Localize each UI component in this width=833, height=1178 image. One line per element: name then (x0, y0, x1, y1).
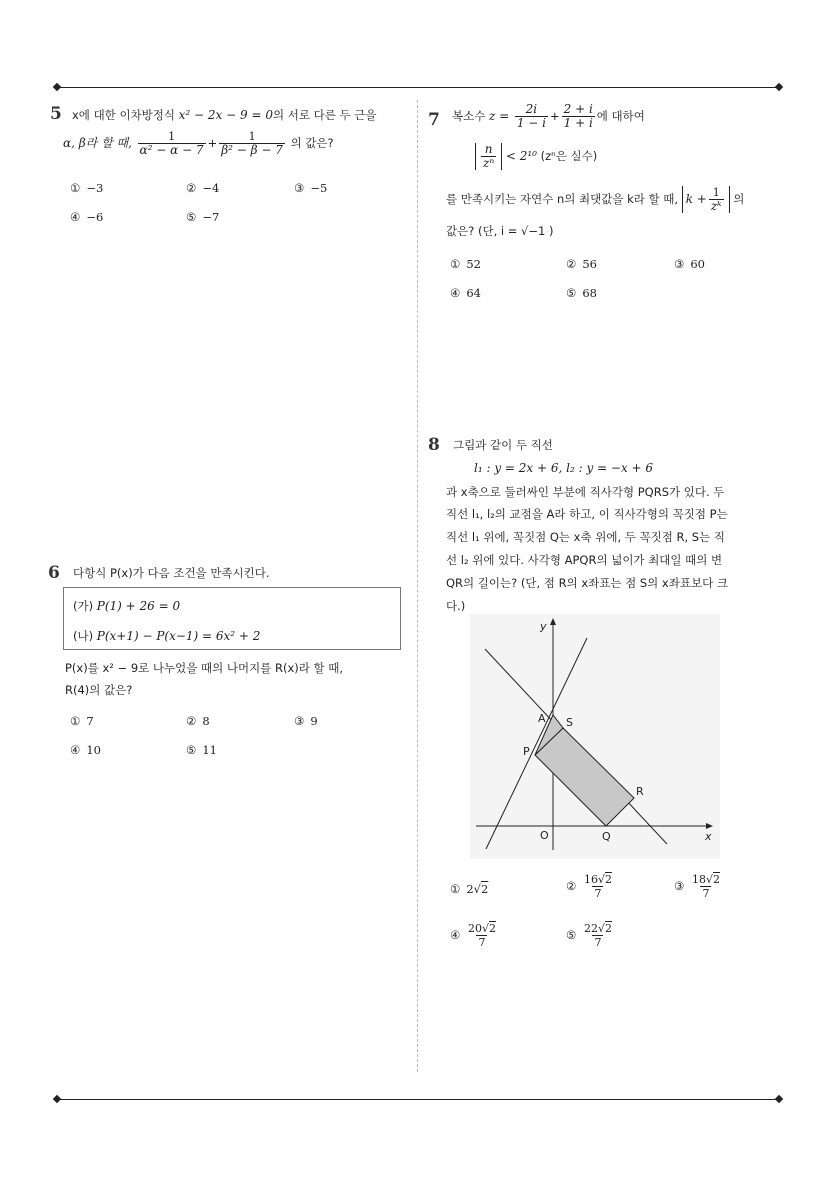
column-divider (417, 100, 418, 1072)
label-s: S (566, 716, 573, 729)
label-p: P (523, 745, 530, 758)
q5-option-4[interactable]: ④ −6 (70, 210, 104, 224)
question-7-number: 7 (428, 110, 440, 130)
q6-condition-box: (가) P(1) + 26 = 0 (나) P(x+1) − P(x−1) = 6x² + 2 (63, 587, 401, 650)
q5-option-2[interactable]: ② −4 (186, 181, 220, 195)
question-8-line7: QR의 길이는? (단, 점 R의 x좌표는 점 S의 x좌표보다 크 (446, 576, 728, 590)
q7-option-3[interactable]: ③ 60 (674, 257, 705, 271)
q6-option-3[interactable]: ③ 9 (294, 714, 318, 728)
question-8-number: 8 (428, 435, 440, 455)
question-5-line1: x에 대한 이차방정식 x² − 2x − 9 = 0의 서로 다른 두 근을 (72, 108, 377, 122)
q8-option-5[interactable]: ⑤ $\frac{22√2}{7}$ (566, 922, 612, 949)
q5-option-3[interactable]: ③ −5 (294, 181, 328, 195)
label-q: Q (602, 830, 611, 843)
q8-figure (470, 614, 720, 859)
question-8-line4: 직선 l₁, l₂의 교점을 A라 하고, 이 직사각형의 꼭짓점 P는 (446, 507, 728, 521)
q6-option-4[interactable]: ④ 10 (70, 743, 101, 757)
question-5-line2: α, β라 할 때, $\frac{1}{\text{α² − α − 7}}$ + $\frac{1}{\text{β² − β − 7}}$ 의 값은? (63, 130, 334, 157)
q7-option-5[interactable]: ⑤ 68 (566, 286, 597, 300)
label-o: O (540, 829, 549, 842)
q8-option-1[interactable]: ① 2√2 (450, 882, 489, 896)
question-6-line3: R(4)의 값은? (65, 683, 133, 697)
bottom-rule (57, 1099, 779, 1100)
question-7-inequality: $\frac{n}{\text{zⁿ}}$ < 2¹⁰ (zⁿ은 실수) (475, 143, 597, 170)
label-a: A (538, 712, 546, 725)
q7-option-4[interactable]: ④ 64 (450, 286, 481, 300)
question-8-line1: 그림과 같이 두 직선 (453, 438, 553, 452)
q5-option-5[interactable]: ⑤ −7 (186, 210, 220, 224)
q7-option-2[interactable]: ② 56 (566, 257, 597, 271)
question-8-line3: 과 x축으로 둘러싸인 부분에 직사각형 PQRS가 있다. 두 (446, 485, 725, 499)
q5-option-1[interactable]: ① −3 (70, 181, 104, 195)
question-6-line1: 다항식 P(x)가 다음 조건을 만족시킨다. (73, 566, 270, 580)
label-y: y (540, 620, 547, 633)
question-5-number: 5 (50, 104, 62, 124)
question-6-line2: P(x)를 x² − 9로 나누었을 때의 나머지를 R(x)라 할 때, (65, 661, 344, 675)
q5-fraction-beta: $\frac{1}{\text{β² − β − 7}}$ (221, 130, 283, 157)
question-7-line3: 를 만족시키는 자연수 n의 최댓값을 k라 할 때, k + $\frac{1}{\text{zᵏ}}$ 의 (446, 186, 745, 213)
question-8-line6: 선 l₂ 위에 있다. 사각형 APQR의 넓이가 최대일 때의 변 (446, 553, 723, 567)
question-8-lines-eq: l₁ : y = 2x + 6, l₂ : y = −x + 6 (474, 461, 654, 475)
top-rule (57, 87, 779, 88)
q5-fraction-alpha: $\frac{1}{\text{α² − α − 7}}$ (139, 130, 204, 157)
question-6-number: 6 (48, 563, 60, 583)
q8-option-2[interactable]: ② $\frac{16√2}{7}$ (566, 873, 612, 900)
q8-option-3[interactable]: ③ $\frac{18√2}{7}$ (674, 873, 720, 900)
question-7-line1: 복소수 z = $\frac{2i}{1 - i}$ + $\frac{2 + i}{1 + i}$ 에 대하여 (452, 102, 645, 130)
q6-option-2[interactable]: ② 8 (186, 714, 210, 728)
q7-option-1[interactable]: ① 52 (450, 257, 481, 271)
label-x: x (705, 830, 712, 843)
question-8-line8: 다.) (446, 599, 466, 613)
q8-option-4[interactable]: ④ $\frac{20√2}{7}$ (450, 922, 496, 949)
label-r: R (636, 785, 644, 798)
q6-option-5[interactable]: ⑤ 11 (186, 743, 217, 757)
question-8-line5: 직선 l₁ 위에, 꼭짓점 Q는 x축 위에, 두 꼭짓점 R, S는 직 (446, 530, 725, 544)
q6-option-1[interactable]: ① 7 (70, 714, 94, 728)
figure-background (470, 614, 720, 859)
question-7-line4: 값은? (단, i = √−1 ) (446, 224, 554, 238)
